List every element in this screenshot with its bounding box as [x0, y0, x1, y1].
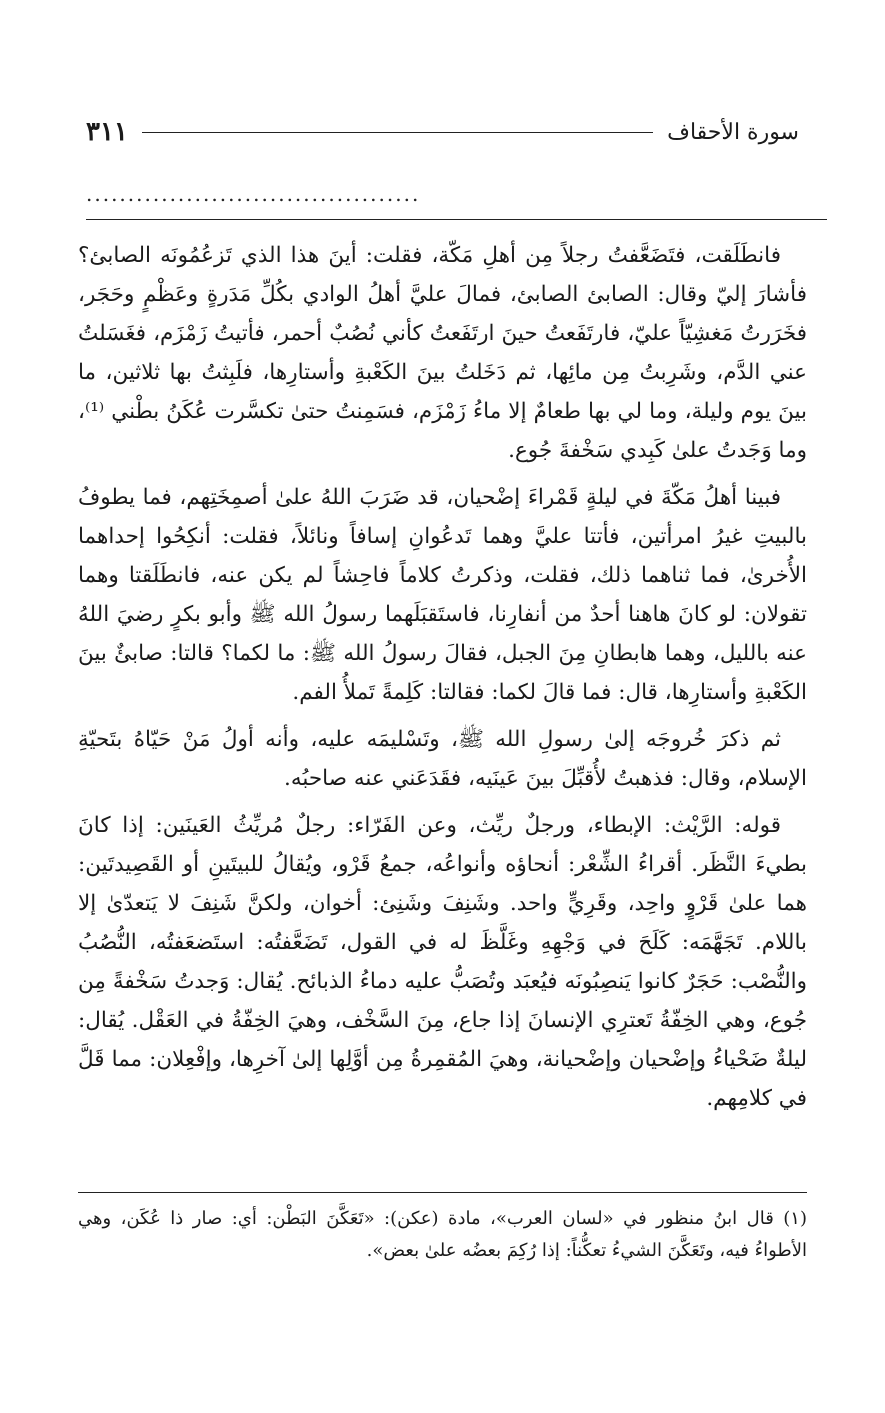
paragraph: قوله: الرَّيْث: الإبطاء، ورجلٌ ريِّث، وعن الفَرّاء: رجلٌ مُريِّثُ العَينَين: إذا كانَ بطيءَ النَّظَر. أقراءُ الشِّعْر: أنحاؤه وأنواعُه، جمعُ قَرْو، ويُقالُ للبيتَينِ أو القَصِيدتَين: هما علىٰ قَرْوٍ واحِد، وقَرِيٍّ واحد. وشَنِفَ وشَنِئ: أخوان، ولكنَّ شَنِفَ لا يَتعدّىٰ إلا باللام. تَجَهَّمَه: كَلَحَ في وَجْهِهِ وغَلَّظَ له في القول، تَضَعَّفتُه: استَضعَفتُه، النُّصُبُ والنُّصْب: حَجَرٌ كانوا يَنصِبُونَه فيُعبَد وتُصَبُّ عليه دماءُ الذبائح. يُقال: وَجدتُ سَخْفةً مِن جُوع، وهي الخِفّةُ تَعترِي الإنسانَ إذا جاع، مِنَ السَّخْف، وهيَ الخِفّةُ في العَقْل. يُقال: ليلةٌ ضَحْياءُ وإضْحيان وإضْحيانة، وهيَ المُقمِرةُ مِن أوَّلِها إلىٰ آخرِها، وإفْعِلان: مما قَلَّ في كلامِهم.	[78, 813, 807, 1111]
paragraph: ثم ذكرَ خُروجَه إلىٰ رسولِ الله ﷺ، وتَسْليمَه عليه، وأنه أولُ مَنْ حَيّاهُ بتَحيّةِ الإسلام، وقال: فذهبتُ لأُقبِّلَ بينَ عَينَيه، فقَدَعَني عنه صاحبُه.	[78, 727, 807, 791]
page-number: ٣١١	[86, 117, 128, 147]
header-rule	[142, 132, 653, 133]
footnote-divider	[78, 1192, 807, 1193]
paragraph: فبينا أهلُ مَكّةَ في ليلةٍ قَمْراءَ إضْحيان، قد ضَرَبَ اللهُ علىٰ أصمِخَتِهم، فما يطوفُ بالبيتِ غيرُ امرأتين، فأتتا عليَّ وهما تَدعُوانِ إسافاً ونائلاً، فقلت: أنكِحُوا إحداهما الأُخرىٰ، فما ثناهما ذلك، فقلت، وذكرتُ كلاماً فاحِشاً لم يكن عنه، فانطَلَقتا وهما تقولان: لو كانَ هاهنا أحدٌ من أنفارِنا، فاستَقبَلَهما رسولُ الله ﷺ وأبو بكرٍ رضيَ اللهُ عنه بالليل، وهما هابطانِ مِنَ الجبل، فقالَ رسولُ الله ﷺ: ما لكما؟ قالتا: صابئٌ بينَ الكَعْبةِ وأستارِها، قال: فما قالَ لكما: فقالتا: كَلِمةً تَملأُ الفم.	[78, 485, 807, 705]
page-header	[86, 112, 799, 152]
separator-dots: ........................................	[86, 182, 421, 206]
main-text	[78, 236, 807, 1126]
footnote: (١) قال ابنُ منظور في «لسان العرب»، مادة (عكن): «تَعَكَّنَ البَطْن: أي: صار ذا عُكَن، وهي الأطواءُ فيه، وتَعَكَّنَ الشيءُ تعكُّناً: إذا رُكِمَ بعضُه علىٰ بعض».	[78, 1208, 807, 1261]
paragraph: فانطَلَقت، فتَضَعَّفتُ رجلاً مِن أهلِ مَكّة، فقلت: أينَ هذا الذي تَزعُمُونَه الصابئ؟ فأشارَ إليّ وقال: الصابئ الصابئ، فمالَ عليَّ أهلُ الوادي بكُلِّ مَدَرةٍ وعَظْمٍ وحَجَر، فخَرَرتُ مَغشِيّاً عليّ، فارتَفَعتُ حينَ ارتَفَعتُ كأني نُصُبٌ أحمر، فأتيتُ زَمْزَم، فغَسَلتُ عني الدَّم، وشَرِبتُ مِن مائِها، ثم دَخَلتُ بينَ الكَعْبةِ وأستارِها، فلَبِثتُ بها ثلاثين، ما بينَ يوم وليلة، وما لي بها طعامٌ إلا ماءُ زَمْزَم، فسَمِنتُ حتىٰ تكسَّرت عُكَنُ بطْني ⁽¹⁾، وما وَجَدتُ علىٰ كَبِدي سَخْفةَ جُوع.	[78, 243, 807, 463]
surah-title: سورة الأحقاف	[667, 119, 799, 145]
top-divider	[86, 219, 827, 220]
footnote-section	[78, 1203, 807, 1267]
